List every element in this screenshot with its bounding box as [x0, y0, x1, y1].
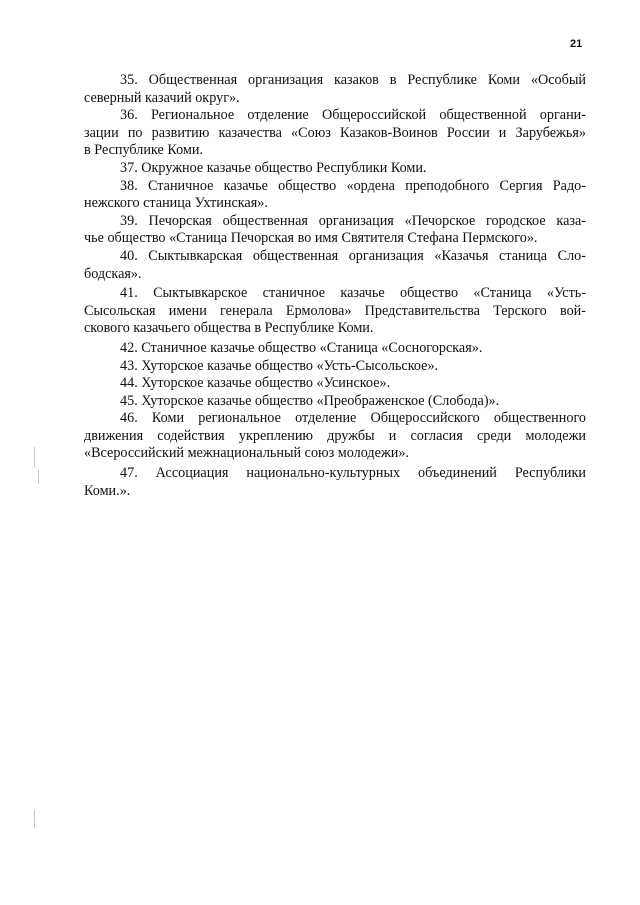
item-text-line: движения содействия укреплению дружбы и согласия среди молодежи: [84, 427, 586, 444]
document-body: [84, 72, 586, 500]
list-item-42: [84, 340, 586, 358]
item-text-line: 45. Хуторское казачье общество «Преображенское (Слобода)».: [120, 392, 500, 409]
list-item-40: [84, 248, 586, 283]
scan-mark: [34, 447, 35, 467]
list-item-37: [84, 160, 586, 178]
list-item-45: [84, 393, 586, 411]
item-text-line: 46. Коми региональное отделение Общероссийского общественного: [120, 410, 586, 427]
item-text-line: «Всероссийский межнациональный союз молодежи».: [84, 445, 409, 462]
list-item-41: [84, 285, 586, 338]
item-text-line: 35. Общественная организация казаков в Республике Коми «Особый: [120, 72, 586, 88]
list-item-43: [84, 358, 586, 376]
item-text-line: 38. Станичное казачье общество «ордена преподобного Сергия Радо-: [120, 177, 586, 194]
item-text-line: чье общество «Станица Печорская во имя Святителя Стефана Пермского».: [84, 230, 538, 247]
item-text-line: 36. Региональное отделение Общероссийской общественной органи-: [120, 107, 586, 124]
item-text-line: 42. Станичное казачье общество «Станица «Сосногорская».: [120, 339, 483, 356]
list-item-36: [84, 107, 586, 160]
item-text-line: зации по развитию казачества «Союз Казаков-Воинов России и Зарубежья»: [84, 124, 586, 141]
item-text-line: Сысольская имени генерала Ермолова» Представительства Терского вой-: [84, 302, 586, 319]
page-number: 21: [570, 38, 583, 50]
list-item-38: [84, 178, 586, 213]
list-item-35: [84, 72, 586, 107]
scan-mark: [34, 810, 35, 828]
list-item-46: [84, 410, 586, 463]
list-item-47: [84, 465, 586, 500]
item-text-line: скового казачьего общества в Республике Коми.: [84, 320, 374, 337]
item-text-line: 37. Окружное казачье общество Республики Коми.: [120, 159, 427, 176]
item-text-line: 44. Хуторское казачье общество «Усинское».: [120, 375, 391, 392]
item-text-line: Коми.».: [84, 482, 131, 499]
item-text-line: 40. Сыктывкарская общественная организация «Казачья станица Сло-: [120, 247, 586, 264]
item-text-line: в Республике Коми.: [84, 142, 204, 159]
item-text-line: 47. Ассоциация национально-культурных объединений Республики: [120, 465, 586, 482]
list-item-39: [84, 213, 586, 248]
item-text-line: 41. Сыктывкарское станичное казачье общество «Станица «Усть-: [120, 285, 586, 302]
item-text-line: 39. Печорская общественная организация «Печорское городское каза-: [120, 212, 586, 229]
scan-mark: [38, 470, 39, 484]
item-text-line: 43. Хуторское казачье общество «Усть-Сысольское».: [120, 357, 439, 374]
item-text-line: северный казачий округ».: [84, 89, 240, 106]
item-text-line: бодская».: [84, 265, 142, 282]
list-item-44: [84, 375, 586, 393]
item-text-line: нежского станица Ухтинская».: [84, 195, 268, 212]
